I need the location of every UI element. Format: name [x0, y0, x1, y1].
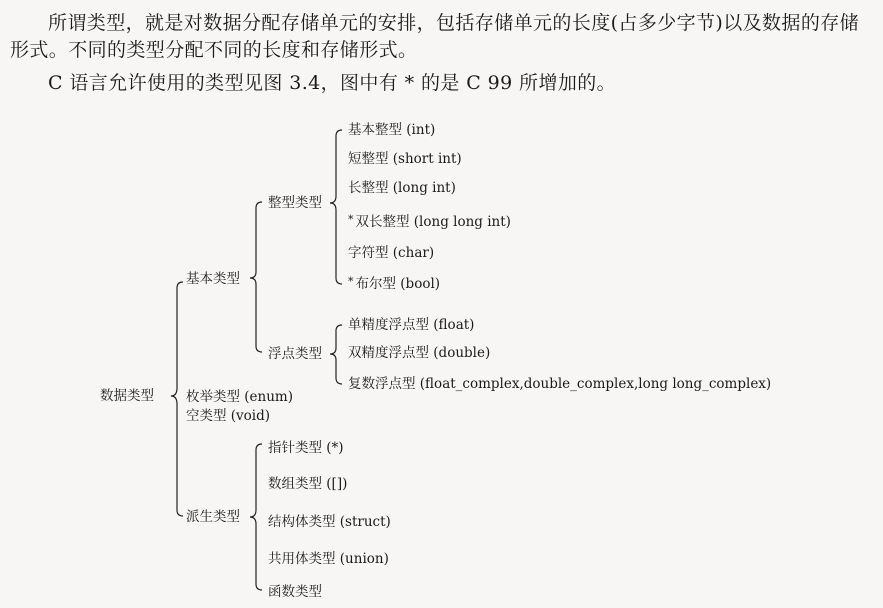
pointer-type-label: 指针类型 (*)	[268, 440, 344, 456]
struct-type-label: 结构体类型 (struct)	[268, 514, 391, 530]
short-int-label: 短整型 (short int)	[348, 151, 462, 167]
complex-label: 复数浮点型 (float_complex,double_complex,long long_complex)	[348, 376, 772, 392]
float-type-label: 浮点类型	[268, 346, 322, 362]
root-label: 数据类型	[100, 388, 154, 404]
enum-type-label: 枚举类型 (enum)	[186, 389, 294, 405]
root-brace	[171, 282, 183, 516]
int-label: 基本整型 (int)	[348, 122, 436, 138]
basic-brace	[250, 202, 262, 352]
derived-brace	[250, 444, 262, 590]
intro-paragraph: 所谓类型，就是对数据分配存储单元的安排，包括存储单元的长度(占多少字节)以及数据的存储形式。不同的类型分配不同的长度和存储形式。	[10, 12, 860, 61]
long-int-label: 长整型 (long int)	[348, 180, 456, 196]
double-label: 双精度浮点型 (double)	[348, 345, 491, 361]
c99-marker: *	[348, 275, 354, 288]
long-long-int-label: * 双长整型 (long long int)	[348, 213, 511, 230]
array-type-label: 数组类型 ([])	[268, 476, 348, 492]
integer-brace	[330, 130, 342, 284]
void-type-label: 空类型 (void)	[186, 408, 271, 424]
float-label: 单精度浮点型 (float)	[348, 317, 475, 333]
union-type-label: 共用体类型 (union)	[268, 551, 389, 567]
derived-type-label: 派生类型	[186, 509, 240, 525]
figure-reference-paragraph: C 语言允许使用的类型见图 3.4，图中有 * 的是 C 99 所增加的。	[48, 72, 617, 94]
char-label: 字符型 (char)	[348, 245, 435, 261]
basic-type-label: 基本类型	[186, 271, 240, 287]
integer-type-label: 整型类型	[268, 195, 322, 211]
c99-marker: *	[348, 213, 354, 226]
bool-label: * 布尔型 (bool)	[348, 275, 441, 292]
function-type-label: 函数类型	[268, 584, 322, 600]
float-brace	[330, 325, 342, 384]
